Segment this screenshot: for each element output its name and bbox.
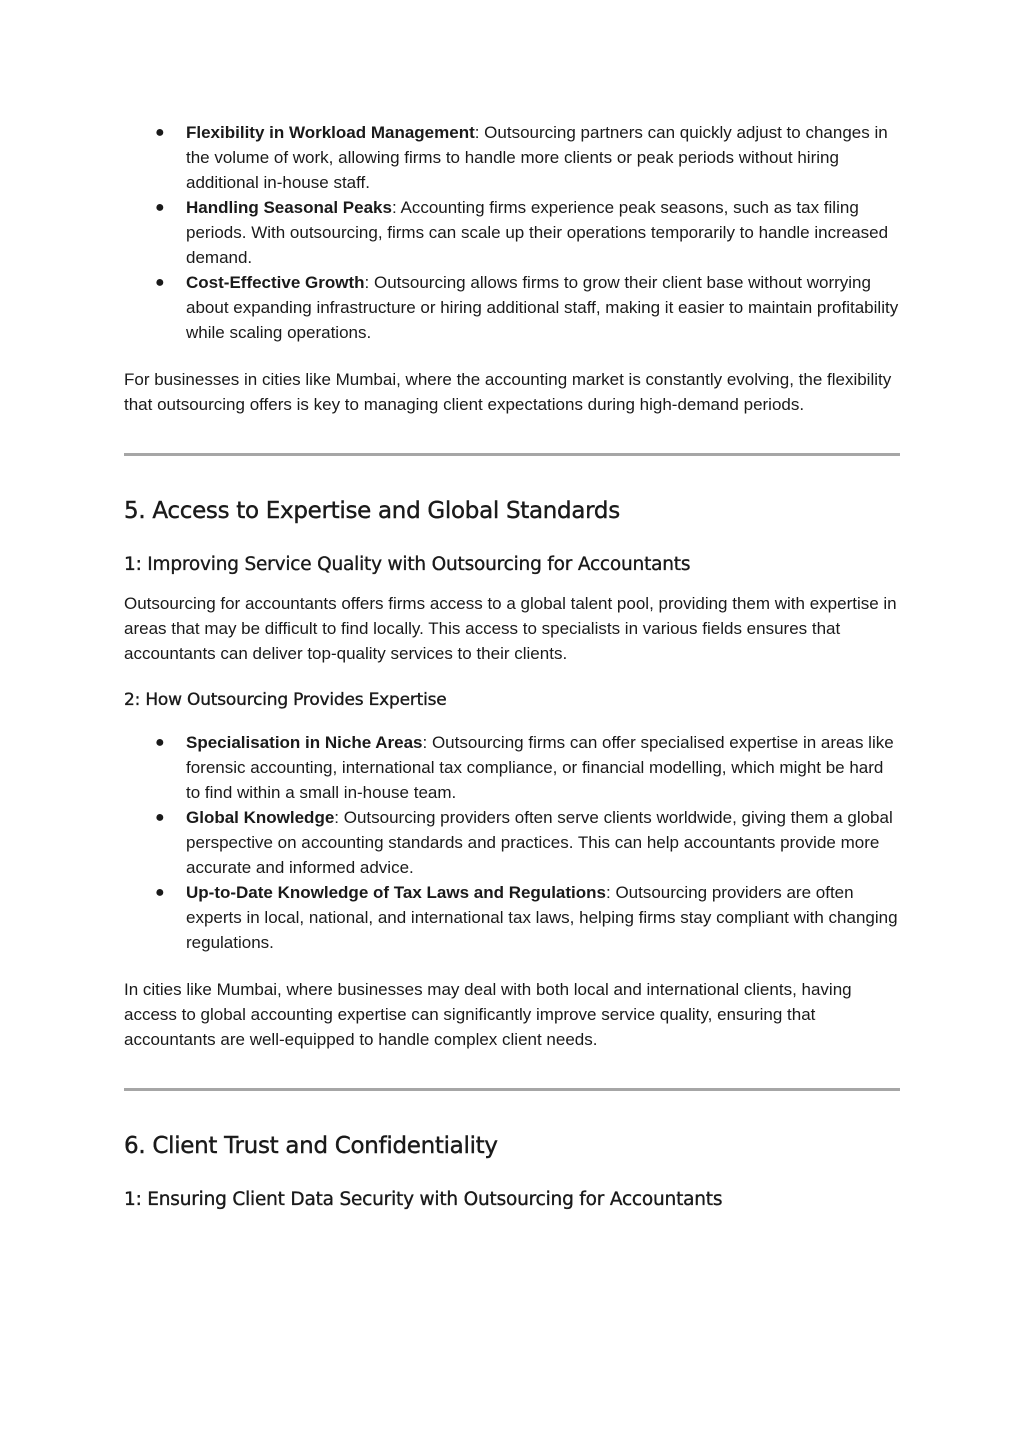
bullet-icon: ● (155, 809, 165, 826)
bullet-title: Cost-Effective Growth (186, 273, 365, 292)
list-item (124, 805, 900, 880)
bullet-icon: ● (155, 884, 165, 901)
list-item (124, 195, 900, 270)
section5-subheading-1: 1: Improving Service Quality with Outsourcing for Accountants (124, 554, 691, 575)
list-item (124, 120, 900, 195)
list-item (124, 880, 900, 955)
bullet-title: Handling Seasonal Peaks (186, 198, 392, 217)
bullet-title: Global Knowledge (186, 808, 335, 827)
bullet-text: : Outsourcing partners can quickly adjust to changes in the volume of work, allowing firms to handle more clients or peak periods without hiring additional in-house staff. (186, 123, 888, 192)
section5-bullet-list (124, 730, 900, 955)
section-divider (124, 453, 900, 456)
bullet-icon: ● (155, 124, 165, 141)
bullet-text: : Outsourcing firms can offer specialised expertise in areas like forensic accounting, international tax compliance, or financial modelling, which might be hard to find within a small in-house team. (186, 733, 894, 802)
list-item (124, 730, 900, 805)
section4-closing-paragraph: For businesses in cities like Mumbai, where the accounting market is constantly evolving, the flexibility that outsourcing offers is key to managing client expectations during high-demand periods. (124, 370, 892, 414)
bullet-title: Specialisation in Niche Areas (186, 733, 423, 752)
bullet-title: Flexibility in Workload Management (186, 123, 475, 142)
section-divider (124, 1088, 900, 1091)
section5-heading: 5. Access to Expertise and Global Standards (124, 498, 620, 524)
bullet-text: : Accounting firms experience peak seasons, such as tax filing periods. With outsourcing, firms can scale up their operations temporarily to handle increased demand. (186, 198, 889, 267)
document-page (124, 120, 900, 1210)
bullet-icon: ● (155, 199, 165, 216)
bullet-text: : Outsourcing allows firms to grow their client base without worrying about expanding infrastructure or hiring additional staff, making it easier to maintain profitability while scaling operations. (186, 273, 899, 342)
bullet-title: Up-to-Date Knowledge of Tax Laws and Regulations (186, 883, 606, 902)
section5-subheading-2: 2: How Outsourcing Provides Expertise (124, 690, 447, 710)
section6-subheading-1: 1: Ensuring Client Data Security with Outsourcing for Accountants (124, 1189, 723, 1210)
bullet-icon: ● (155, 734, 165, 751)
list-item (124, 270, 900, 345)
section5-closing-paragraph: In cities like Mumbai, where businesses may deal with both local and international clients, having access to global accounting expertise can significantly improve service quality, ensuring that accountants are well-equipped to handle complex client needs. (124, 980, 852, 1049)
bullet-icon: ● (155, 274, 165, 291)
section6-heading: 6. Client Trust and Confidentiality (124, 1133, 498, 1159)
section5-paragraph-1: Outsourcing for accountants offers firms access to a global talent pool, providing them with expertise in areas that may be difficult to find locally. This access to specialists in various fields ensures that accountants can deliver top-quality services to their clients. (124, 594, 897, 663)
section4-bullet-list (124, 120, 900, 345)
bullet-text: : Outsourcing providers are often experts in local, national, and international tax laws, helping firms stay compliant with changing regulations. (186, 883, 898, 952)
bullet-text: : Outsourcing providers often serve clients worldwide, giving them a global perspective on accounting standards and practices. This can help accountants provide more accurate and informed advice. (186, 808, 893, 877)
